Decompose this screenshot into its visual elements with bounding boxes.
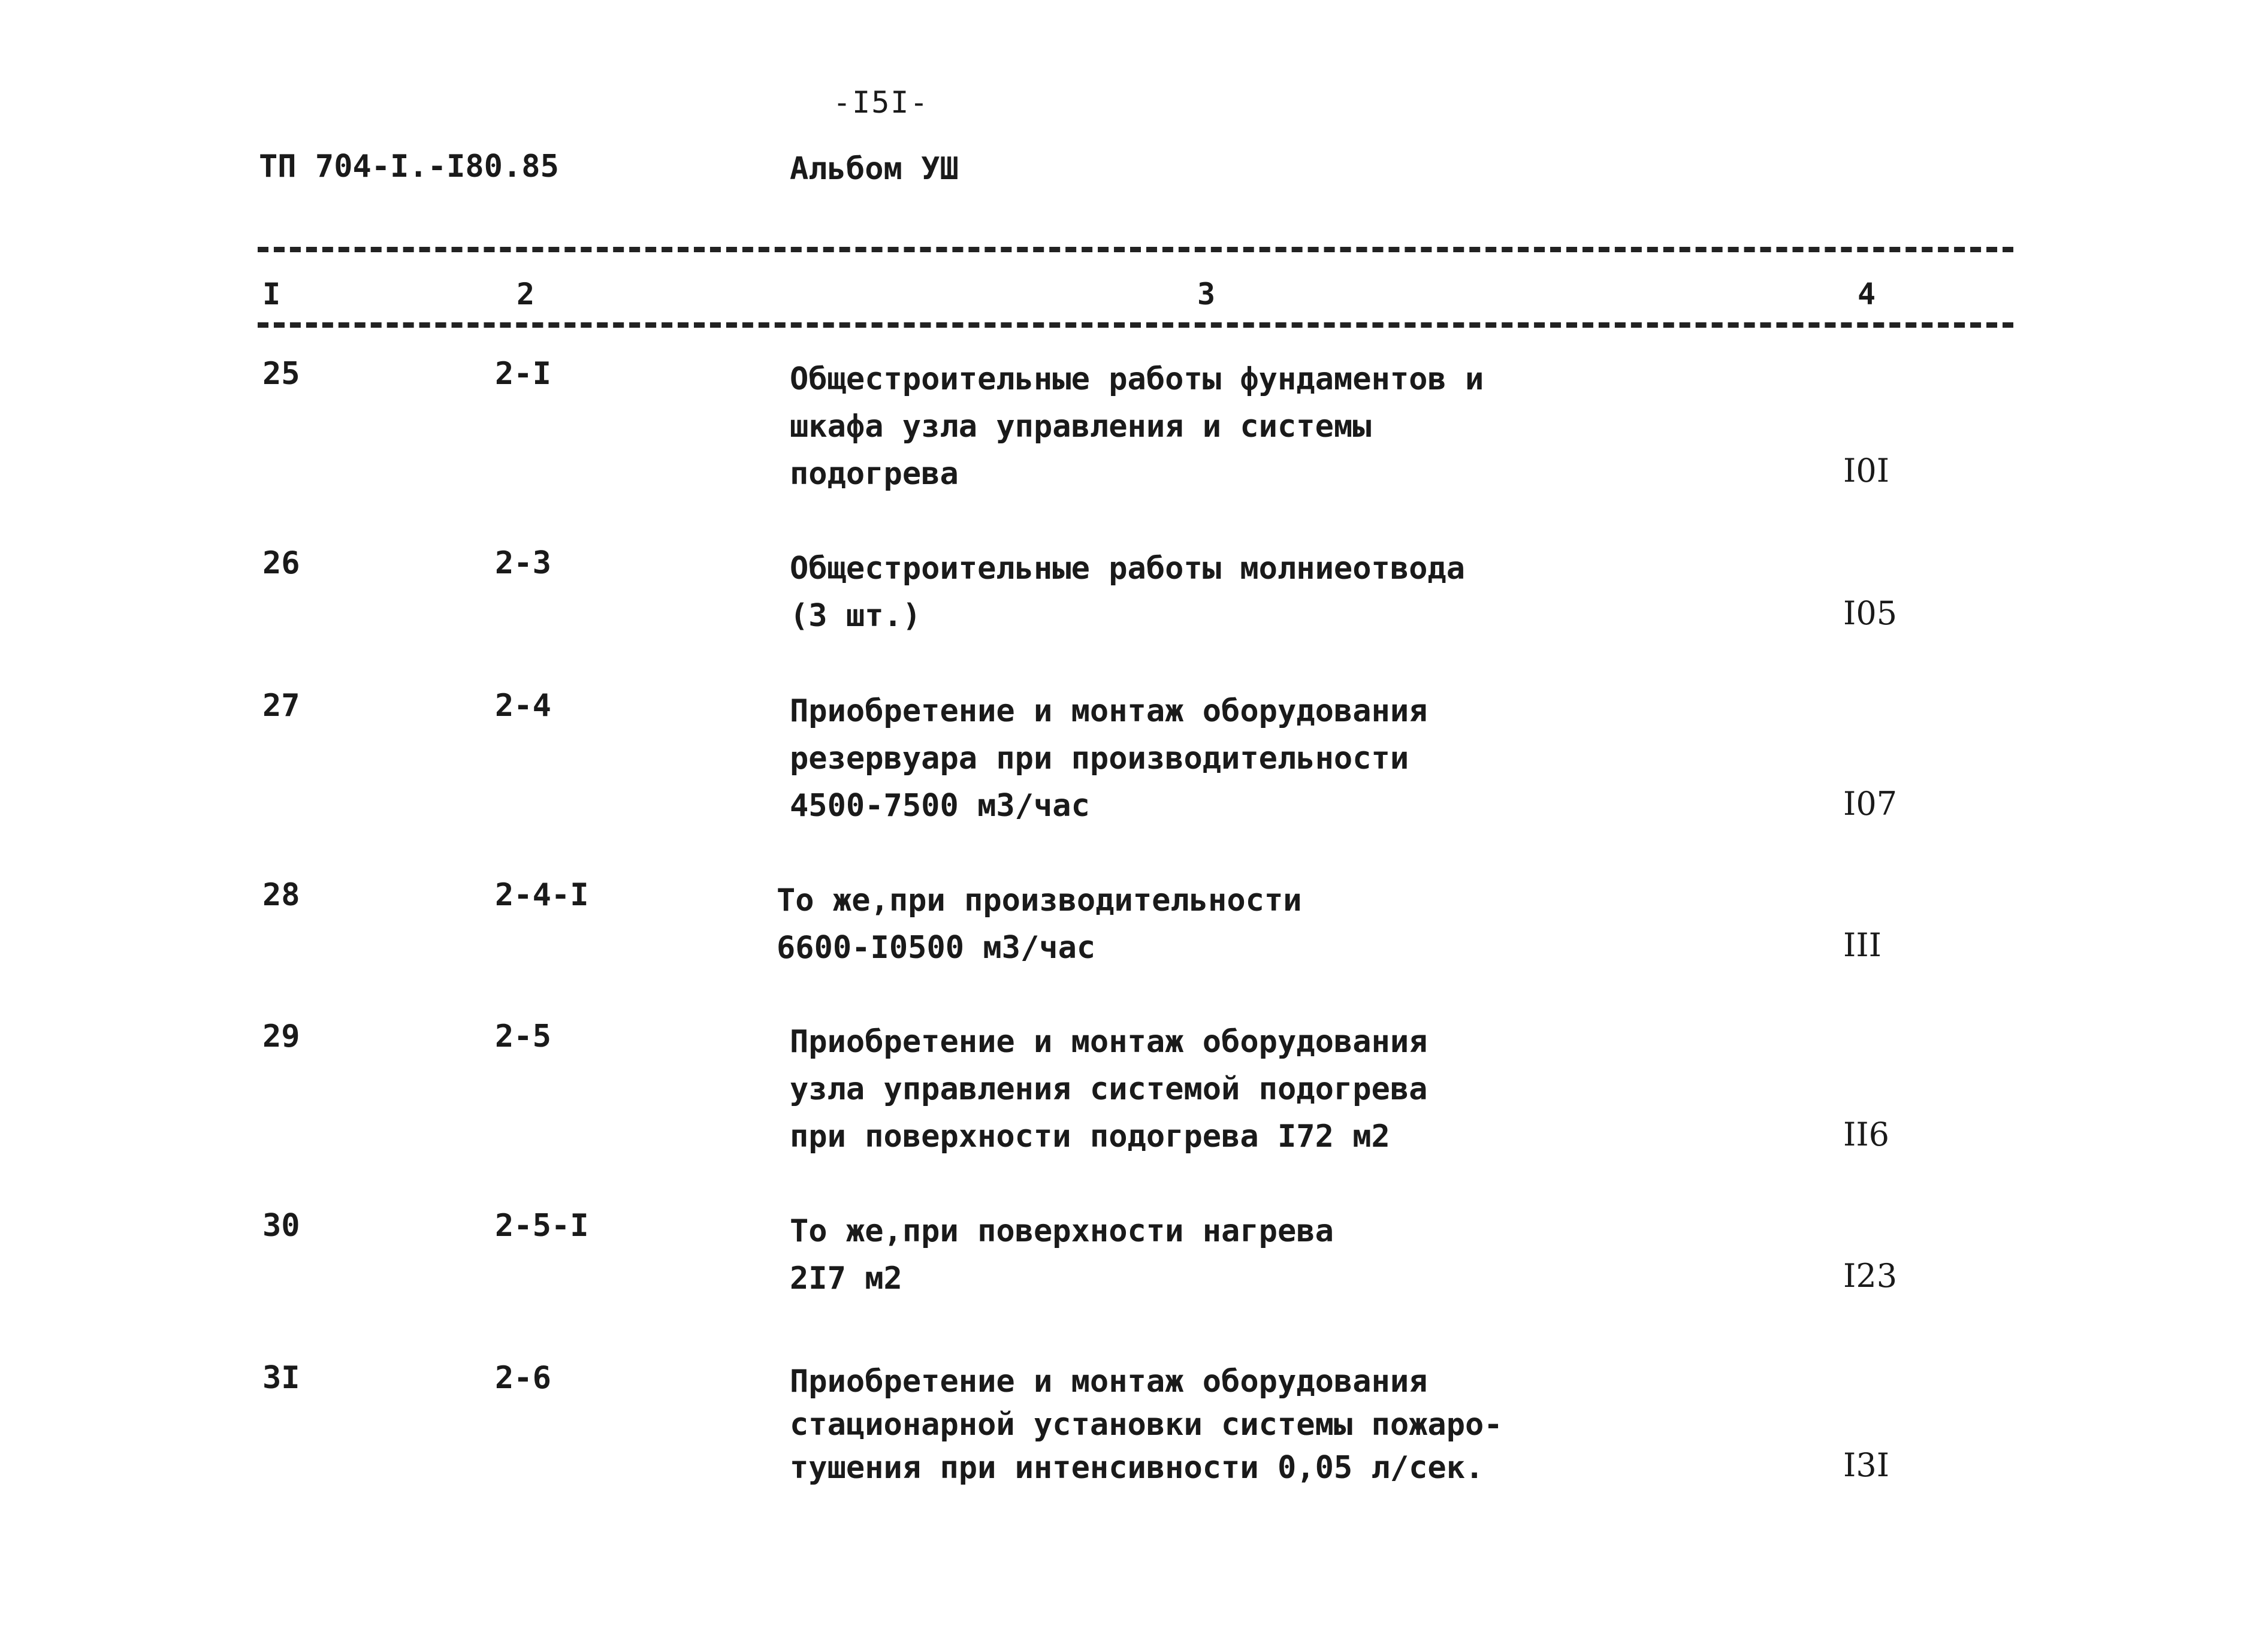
row-description: То же,при производительности 6600-I0500 м3/час xyxy=(777,883,1302,966)
row-page: I07 xyxy=(1843,785,1898,823)
row-description: Общестроительные работы фундаментов и шкафа узла управления и системы подогрева xyxy=(790,361,1484,492)
row-number: 26 xyxy=(262,545,300,581)
column-header-2: 2 xyxy=(517,277,535,312)
document-code: ТП 704-I.-I80.85 xyxy=(259,149,559,185)
row-number: 29 xyxy=(262,1019,300,1054)
row-page: III xyxy=(1843,926,1882,964)
header-rule-bottom xyxy=(258,322,2013,328)
row-page: I0I xyxy=(1843,452,1890,489)
row-number: 25 xyxy=(262,356,300,392)
row-page: I3I xyxy=(1843,1446,1890,1484)
row-number: 30 xyxy=(262,1208,300,1244)
row-number: 3I xyxy=(262,1360,300,1396)
header-rule-top xyxy=(258,247,2013,252)
row-number: 27 xyxy=(262,688,300,724)
row-code: 2-I xyxy=(495,356,551,392)
row-code: 2-4-I xyxy=(495,877,589,913)
row-code: 2-4 xyxy=(495,688,551,724)
row-code: 2-5-I xyxy=(495,1208,589,1244)
row-description: То же,при поверхности нагрева 2I7 м2 xyxy=(790,1213,1334,1296)
row-description: Общестроительные работы молниеотвода (3 шт.) xyxy=(790,551,1466,634)
album-label: Альбом УШ xyxy=(790,151,959,187)
row-description: Приобретение и монтаж оборудования резервуара при производительности 4500-7500 м3/час xyxy=(790,693,1428,824)
column-header-1: I xyxy=(262,277,281,312)
row-number: 28 xyxy=(262,877,300,913)
row-page: I05 xyxy=(1843,594,1898,632)
row-code: 2-6 xyxy=(495,1360,551,1396)
row-page: I23 xyxy=(1843,1257,1898,1295)
row-description: Приобретение и монтаж оборудования узла управления системой подогрева при поверхности подогрева I72 м2 xyxy=(790,1024,1428,1155)
row-description: Приобретение и монтаж оборудования стационарной установки системы пожаро- тушения при интенсивности 0,05 л/сек. xyxy=(790,1364,1503,1486)
row-code: 2-5 xyxy=(495,1019,551,1054)
column-header-4: 4 xyxy=(1858,277,1876,312)
row-code: 2-3 xyxy=(495,545,551,581)
column-header-3: 3 xyxy=(1197,277,1216,312)
page-number: -I5I- xyxy=(833,85,929,120)
row-page: II6 xyxy=(1843,1116,1890,1153)
